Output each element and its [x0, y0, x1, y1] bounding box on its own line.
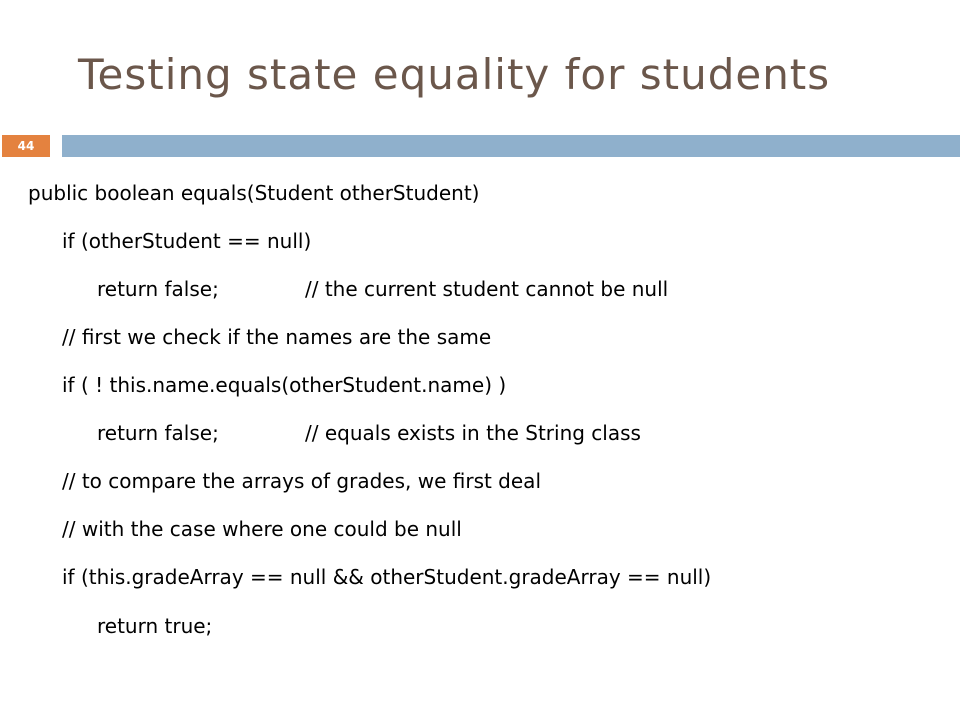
- code-line: return false;: [97, 277, 219, 301]
- code-comment: // equals exists in the String class: [305, 421, 641, 445]
- header-rule: [62, 135, 960, 157]
- slide-number: 44: [2, 135, 50, 157]
- code-line: if ( ! this.name.equals(otherStudent.name) ): [62, 373, 507, 397]
- code-line: // to compare the arrays of grades, we first deal: [62, 469, 541, 493]
- code-line: // first we check if the names are the same: [62, 325, 492, 349]
- code-line: return false;: [97, 421, 219, 445]
- code-line: public boolean equals(Student otherStudent): [28, 181, 480, 205]
- code-line: // with the case where one could be null: [62, 517, 462, 541]
- code-comment: // the current student cannot be null: [305, 277, 669, 301]
- slide-title: Testing state equality for students: [78, 50, 831, 99]
- code-line: if (this.gradeArray == null && otherStudent.gradeArray == null): [62, 565, 712, 589]
- header-band: [0, 135, 960, 157]
- code-line: return true;: [97, 614, 213, 638]
- code-line: if (otherStudent == null): [62, 229, 312, 253]
